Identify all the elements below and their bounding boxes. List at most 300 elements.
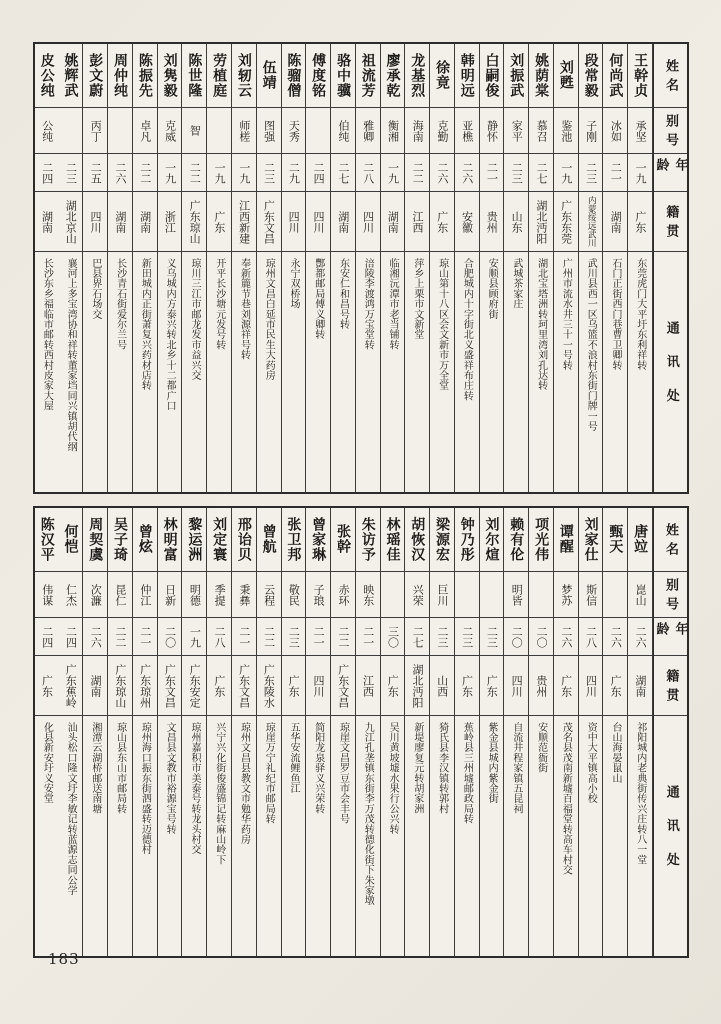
entry-native: 广东东莞 — [554, 192, 578, 252]
entry-column — [455, 508, 480, 956]
entry-native: 湖南 — [628, 656, 652, 716]
entry-native: 湖南 — [83, 656, 107, 716]
entry-column — [554, 44, 579, 492]
entry-address: 蕉岭县三州墟邮政局转 — [461, 722, 473, 824]
entry-name: 周契虞 — [83, 508, 107, 572]
entry-address: 东安仁和昌号转 — [337, 258, 349, 330]
entry-native: 湖南 — [108, 192, 132, 252]
entry-address: 祁阳城内老典街传兴庄转八一堂 — [634, 722, 646, 865]
entry-name: 甄天 — [603, 508, 627, 572]
entry-column — [282, 508, 307, 956]
entry-alias: 映东 — [356, 572, 380, 618]
entry-alias: 巨川 — [430, 572, 454, 618]
entry-native: 安徽 — [455, 192, 479, 252]
entry-address: 涪陵李渡鸿万宝堂转 — [362, 258, 374, 350]
entry-name: 唐竝 — [628, 508, 652, 572]
entry-address: 萍乡上栗市文新堂 — [411, 258, 423, 340]
entry-column — [108, 508, 133, 956]
entry-age: 二四 — [35, 154, 59, 192]
entry-name: 谭醒 — [554, 508, 578, 572]
entry-name: 陈骝僧 — [282, 44, 306, 108]
entry-name: 龙基烈 — [405, 44, 429, 108]
entry-alias — [455, 572, 479, 618]
entry-alias: 斯信 — [579, 572, 603, 618]
entry-alias: 敬民 — [282, 572, 306, 618]
entry-native: 江西 — [405, 192, 429, 252]
entry-age: 二六 — [430, 154, 454, 192]
entry-name: 彭文蔚 — [83, 44, 107, 108]
entry-column — [628, 508, 653, 956]
entry-age: 一九 — [628, 154, 652, 192]
entry-column — [282, 44, 307, 492]
entry-age: 二六 — [455, 154, 479, 192]
entry-age: 二三 — [455, 618, 479, 656]
entry-address: 琼州海口振东街泗盛转迈德村 — [139, 722, 151, 855]
entry-name: 陈振先 — [133, 44, 157, 108]
entry-native: 湖北沔阳 — [405, 656, 429, 716]
entry-age: 一九 — [232, 154, 256, 192]
entry-age: 二七 — [331, 154, 355, 192]
entry-alias: 雅卿 — [356, 108, 380, 154]
entry-column — [529, 508, 554, 956]
entry-column — [628, 44, 653, 492]
entry-age: 二二 — [257, 618, 281, 656]
entry-name: 陈汉平 — [35, 508, 59, 572]
entry-age: 二四 — [59, 618, 83, 656]
entry-name: 梁源宏 — [430, 508, 454, 572]
entry-alias: 明皆 — [504, 572, 528, 618]
entry-alias: 仁杰 — [59, 572, 83, 618]
entry-native: 广东琼州 — [133, 656, 157, 716]
entry-column — [381, 44, 406, 492]
entry-address: 琼州文昌县教文市勉华药房 — [238, 722, 250, 845]
entry-name: 项光伟 — [529, 508, 553, 572]
entry-age: 二一 — [480, 154, 504, 192]
entry-column — [480, 44, 505, 492]
entry-name: 曾炫 — [133, 508, 157, 572]
entry-alias: 伟谋 — [35, 572, 59, 618]
entry-address: 武川县西一区乌篮不浪村东街门牌一号 — [585, 258, 597, 432]
entry-name: 白嗣俊 — [480, 44, 504, 108]
entry-alias: 承坚 — [628, 108, 652, 154]
entry-address: 巴县界石场交 — [89, 258, 101, 320]
entry-native: 四川 — [83, 192, 107, 252]
entry-age: 二三 — [59, 154, 83, 192]
entry-native: 四川 — [504, 656, 528, 716]
entry-alias — [108, 108, 132, 154]
entry-native: 广东 — [207, 192, 231, 252]
entry-name: 曾航 — [257, 508, 281, 572]
entry-age: 二七 — [405, 618, 429, 656]
entry-native: 广东琼山 — [108, 656, 132, 716]
entry-column — [430, 508, 455, 956]
entry-address: 奉新簏节巷刘源祥号转 — [238, 258, 250, 360]
entry-alias — [603, 572, 627, 618]
entry-alias: 丙丁 — [83, 108, 107, 154]
entry-native: 四川 — [356, 192, 380, 252]
entry-name: 廖承乾 — [381, 44, 405, 108]
entry-age: 二一 — [133, 618, 157, 656]
entry-address: 新堤廖复元转胡家洲 — [411, 722, 423, 814]
entry-alias — [207, 108, 231, 154]
entry-alias — [381, 572, 405, 618]
entry-address: 吴川黄坡墟水果行公兴转 — [387, 722, 399, 835]
entry-age: 二九 — [282, 154, 306, 192]
entry-address: 湘潭云湖桥邮送南塘 — [89, 722, 101, 814]
entry-name: 骆中骥 — [331, 44, 355, 108]
entry-native: 广东文昌 — [158, 656, 182, 716]
entry-address: 长沙青石街爱尔兰号 — [114, 258, 126, 350]
entry-column — [603, 44, 628, 492]
entry-address: 九江孔垄镇东街李万茂转德化街下朱家墩 — [362, 722, 374, 906]
entry-native: 内蒙绥远武川 — [579, 192, 603, 252]
header-label-alias: 别号 — [654, 572, 687, 618]
entry-native: 广东 — [381, 656, 405, 716]
entry-address: 广州市流水井三十一号转 — [560, 258, 572, 371]
entry-native: 湖南 — [331, 192, 355, 252]
entry-native: 山西 — [430, 656, 454, 716]
entry-native: 广东安定 — [182, 656, 206, 716]
entry-age: 二六 — [603, 618, 627, 656]
entry-column — [356, 508, 381, 956]
entry-alias — [529, 572, 553, 618]
entry-name: 朱访予 — [356, 508, 380, 572]
entry-native: 广东文昌 — [257, 192, 281, 252]
header-label-address: 通讯处 — [663, 785, 679, 887]
entry-age: 二一 — [603, 154, 627, 192]
entry-age: 二〇 — [529, 618, 553, 656]
entry-name: 傅度铭 — [306, 44, 330, 108]
entry-column — [59, 508, 84, 956]
entry-address: 猗氏县李汉镇转郭村 — [436, 722, 448, 814]
entry-name: 何尚武 — [603, 44, 627, 108]
entry-column — [59, 44, 84, 492]
entry-native: 浙江 — [158, 192, 182, 252]
entry-column — [331, 508, 356, 956]
entry-address: 台山海晏鼠山 — [609, 722, 621, 784]
entry-age: 二三 — [430, 618, 454, 656]
entry-alias: 兴荣 — [405, 572, 429, 618]
entry-column — [579, 508, 604, 956]
entry-native: 江西新建 — [232, 192, 256, 252]
directory-table-upper — [33, 42, 689, 494]
entry-column — [504, 44, 529, 492]
entry-age: 二六 — [628, 618, 652, 656]
entry-age: 二六 — [108, 154, 132, 192]
entry-column — [405, 44, 430, 492]
entry-address: 文昌县文教市裕源宝号转 — [164, 722, 176, 835]
entry-alias: 梦苏 — [554, 572, 578, 618]
entry-age: 二三 — [480, 618, 504, 656]
entry-native: 湖南 — [603, 192, 627, 252]
entry-address: 琼崖万宁礼纪市邮局转 — [263, 722, 275, 824]
entry-name: 伍靖 — [257, 44, 281, 108]
entry-address: 新田城内正街萧复兴药材店转 — [139, 258, 151, 391]
entry-name: 胡恢汉 — [405, 508, 429, 572]
entry-column — [430, 44, 455, 492]
entry-name: 陈世隆 — [182, 44, 206, 108]
entry-native: 广东 — [628, 192, 652, 252]
entry-alias: 子刚 — [579, 108, 603, 154]
entry-name: 王幹贞 — [628, 44, 652, 108]
entry-age: 二八 — [579, 618, 603, 656]
header-label-alias: 别号 — [654, 108, 687, 154]
entry-alias: 季提 — [207, 572, 231, 618]
entry-column — [529, 44, 554, 492]
entry-address: 襄河上多宝湾协和祥转董家垱同兴镇胡代纲 — [65, 258, 77, 452]
entry-alias: 智 — [182, 108, 206, 154]
entry-name: 张幹 — [331, 508, 355, 572]
entry-column — [35, 44, 59, 492]
entry-name: 曾家琳 — [306, 508, 330, 572]
entry-native: 广东陵水 — [257, 656, 281, 716]
entry-age: 一九 — [554, 154, 578, 192]
entry-address: 合肥城内十字街北义盛祥布庄转 — [461, 258, 473, 401]
entry-alias: 图强 — [257, 108, 281, 154]
entry-age: 二三 — [282, 618, 306, 656]
entry-column — [554, 508, 579, 956]
entry-age: 二三 — [504, 154, 528, 192]
entry-native: 湖南 — [381, 192, 405, 252]
entry-age: 二二 — [405, 154, 429, 192]
entry-age: 二〇 — [158, 618, 182, 656]
entry-alias: 仲江 — [133, 572, 157, 618]
entry-address: 五华安流鲤鱼江 — [288, 722, 299, 794]
entry-native: 广东文昌 — [232, 656, 256, 716]
entry-alias: 伯纯 — [331, 108, 355, 154]
entry-alias: 鉴池 — [554, 108, 578, 154]
entry-column — [158, 508, 183, 956]
entry-native: 四川 — [306, 192, 330, 252]
entry-column — [83, 44, 108, 492]
entry-column — [603, 508, 628, 956]
entry-native: 四川 — [579, 656, 603, 716]
entry-age: 二七 — [529, 154, 553, 192]
entry-age: 二二 — [331, 618, 355, 656]
entry-alias: 昆仁 — [108, 572, 132, 618]
entry-address: 临湘沅潭市老当铺转 — [387, 258, 399, 350]
entry-address: 安顺县顾府街 — [486, 258, 498, 320]
entry-column — [207, 508, 232, 956]
entry-name: 刘尔煊 — [480, 508, 504, 572]
entry-native: 广东蕉岭 — [59, 656, 83, 716]
entry-address: 琼崖文昌罗豆市会丰号 — [337, 722, 349, 824]
entry-age: 一九 — [207, 154, 231, 192]
entry-name: 姚荫棠 — [529, 44, 553, 108]
entry-address: 茂名县茂南新墟百福堂转高车村交 — [560, 722, 572, 875]
entry-native: 江西 — [356, 656, 380, 716]
entry-alias: 克勤 — [430, 108, 454, 154]
entry-column — [158, 44, 183, 492]
entry-name: 刘定寰 — [207, 508, 231, 572]
entry-name: 段常毅 — [579, 44, 603, 108]
entry-age: 一九 — [182, 618, 206, 656]
entry-name: 刘甦 — [554, 44, 578, 108]
entry-alias: 海南 — [405, 108, 429, 154]
entry-name: 林瑶佳 — [381, 508, 405, 572]
entry-alias — [480, 572, 504, 618]
entry-native: 四川 — [282, 192, 306, 252]
entry-column — [356, 44, 381, 492]
entry-alias: 师槎 — [232, 108, 256, 154]
entry-name: 祖流芳 — [356, 44, 380, 108]
entry-age: 二三 — [579, 154, 603, 192]
entry-column — [108, 44, 133, 492]
entry-address: 简阳龙泉驿义兴荣转 — [312, 722, 324, 814]
entry-address: 永宁双桥场 — [288, 258, 299, 309]
entry-address: 紫金县城内紫金街 — [486, 722, 498, 804]
entry-age: 三〇 — [381, 618, 405, 656]
entry-alias: 秉彝 — [232, 572, 256, 618]
entry-age: 二八 — [356, 154, 380, 192]
header-label-age: 年龄 — [654, 154, 687, 192]
entry-name: 刘隽毅 — [158, 44, 182, 108]
header-column — [653, 508, 687, 956]
entry-name: 钟乃彤 — [455, 508, 479, 572]
entry-name: 刘振武 — [504, 44, 528, 108]
entry-address: 义乌城内方泰兴转北乡十二都广口 — [164, 258, 176, 411]
entry-address: 琼山第十八区会文新市万全堂 — [436, 258, 448, 391]
entry-native: 四川 — [306, 656, 330, 716]
entry-alias: 云程 — [257, 572, 281, 618]
entry-native: 贵州 — [480, 192, 504, 252]
entry-name: 刘轫云 — [232, 44, 256, 108]
entry-native: 广东 — [282, 656, 306, 716]
entry-address: 武城茶家庄 — [510, 258, 522, 309]
entry-address: 自流井程家镇五昆祠 — [510, 722, 522, 814]
entry-name: 吴子琦 — [108, 508, 132, 572]
entry-age: 二三 — [257, 154, 281, 192]
entry-column — [257, 44, 282, 492]
entry-name: 皮公纯 — [35, 44, 59, 108]
entry-column — [182, 508, 207, 956]
entry-native: 湖南 — [35, 192, 59, 252]
entry-address: 东莞虎门大平圩东利祥转 — [634, 258, 646, 371]
entry-alias: 明德 — [182, 572, 206, 618]
entry-age: 二四 — [35, 618, 59, 656]
entry-alias: 家平 — [504, 108, 528, 154]
header-label-name: 姓名 — [654, 508, 687, 572]
entry-name: 徐竟 — [430, 44, 454, 108]
entry-column — [257, 508, 282, 956]
entry-alias — [59, 108, 83, 154]
entry-age: 二六 — [83, 618, 107, 656]
entry-name: 姚辉武 — [59, 44, 83, 108]
entry-column — [306, 508, 331, 956]
entry-alias: 赤环 — [331, 572, 355, 618]
entry-name: 劳植庭 — [207, 44, 231, 108]
header-column — [653, 44, 687, 492]
header-label-native: 籍贯 — [654, 192, 687, 252]
entry-age: 二五 — [83, 154, 107, 192]
entry-address: 琼川三江市邮龙发市益兴交 — [188, 258, 200, 381]
entry-alias: 克威 — [158, 108, 182, 154]
entry-alias: 崑山 — [628, 572, 652, 618]
page-number: 183 — [48, 950, 80, 968]
entry-address: 安顺范衙街 — [535, 722, 547, 773]
entry-name: 赖有伦 — [504, 508, 528, 572]
entry-native: 广东文昌 — [331, 656, 355, 716]
entry-name: 周仲纯 — [108, 44, 132, 108]
entry-alias: 天秀 — [282, 108, 306, 154]
entry-column — [331, 44, 356, 492]
entry-column — [381, 508, 406, 956]
entry-native: 山东 — [504, 192, 528, 252]
entry-column — [405, 508, 430, 956]
entry-age: 二八 — [207, 618, 231, 656]
entry-column — [455, 44, 480, 492]
entry-name: 林明富 — [158, 508, 182, 572]
entry-native: 广东 — [207, 656, 231, 716]
entry-alias: 公纯 — [35, 108, 59, 154]
entry-age: 二一 — [232, 618, 256, 656]
entry-age: 二〇 — [504, 618, 528, 656]
entry-alias: 衡湘 — [381, 108, 405, 154]
entry-name: 黎运洲 — [182, 508, 206, 572]
entry-native: 湖北沔阳 — [529, 192, 553, 252]
entry-native: 广东琼山 — [182, 192, 206, 252]
entry-alias: 次濂 — [83, 572, 107, 618]
entry-alias: 静怀 — [480, 108, 504, 154]
entry-alias: 卓凡 — [133, 108, 157, 154]
entry-address: 开平长沙塘元发号转 — [213, 258, 225, 350]
entry-native: 广东 — [35, 656, 59, 716]
entry-address: 琼山县东山市邮局转 — [114, 722, 126, 814]
entry-alias — [306, 108, 330, 154]
entry-native: 广东 — [430, 192, 454, 252]
entry-alias: 冰如 — [603, 108, 627, 154]
entry-column — [35, 508, 59, 956]
entry-name: 邢诒贝 — [232, 508, 256, 572]
entry-address: 琼州文昌白延市民生大药房 — [263, 258, 275, 381]
entry-alias: 子琅 — [306, 572, 330, 618]
header-label-native: 籍贯 — [654, 656, 687, 716]
entry-address: 资中大平镇高小校 — [585, 722, 597, 804]
entry-column — [306, 44, 331, 492]
entry-native: 贵州 — [529, 656, 553, 716]
header-label-age: 年龄 — [654, 618, 687, 656]
entry-age: 二一 — [356, 618, 380, 656]
header-label-address: 通讯处 — [663, 321, 679, 423]
entry-address: 兴宁兴化街俊盛锦记转麻山岭下 — [213, 722, 225, 865]
entry-name: 何恺 — [59, 508, 83, 572]
entry-alias: 日新 — [158, 572, 182, 618]
entry-column — [133, 44, 158, 492]
entry-name: 韩明远 — [455, 44, 479, 108]
entry-column — [207, 44, 232, 492]
entry-name: 刘家仕 — [579, 508, 603, 572]
entry-column — [232, 508, 257, 956]
entry-address: 琼州嘉积市美泰号转龙头村交 — [188, 722, 200, 855]
entry-age: 二一 — [306, 618, 330, 656]
entry-native: 广东 — [480, 656, 504, 716]
entry-column — [182, 44, 207, 492]
entry-age: 一九 — [381, 154, 405, 192]
entry-alias: 慕召 — [529, 108, 553, 154]
entry-column — [232, 44, 257, 492]
entry-native: 广东 — [554, 656, 578, 716]
entry-column — [504, 508, 529, 956]
entry-column — [579, 44, 604, 492]
entry-address: 长沙东乡福临市邮转西村皮家大屋 — [41, 258, 53, 411]
directory-table-lower — [33, 506, 689, 958]
entry-age: 二二 — [182, 154, 206, 192]
entry-age: 二二 — [108, 618, 132, 656]
entry-native: 广东 — [603, 656, 627, 716]
entry-native: 湖北京山 — [59, 192, 83, 252]
entry-age: 二四 — [306, 154, 330, 192]
entry-column — [480, 508, 505, 956]
